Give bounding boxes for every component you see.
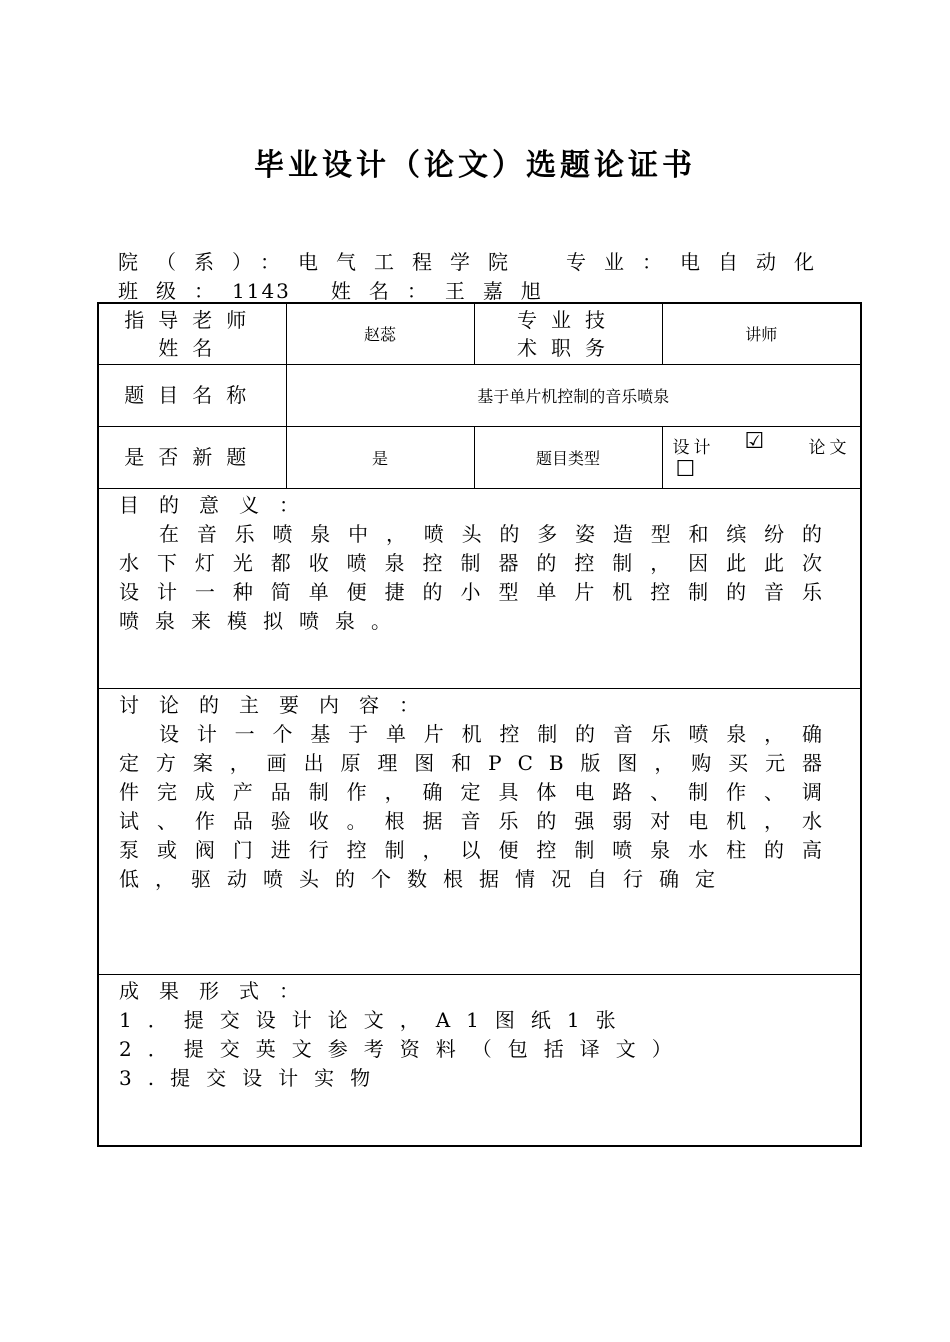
is-new-value: 是 [286,426,474,488]
title-rank-value: 讲师 [662,303,861,364]
purpose-text: 在音乐喷泉中，喷头的多姿造型和缤纷的水下灯光都收喷泉控制器的控制，因此此次设计一种简单便捷的小型单片机控制的音乐喷泉来模拟喷泉。 [119,521,838,633]
content-cell [98,688,861,974]
topic-type-options [662,426,861,488]
major-value: 电自动化 [680,250,832,274]
class-label: 班级： [118,279,232,303]
header-line-1 [118,246,832,275]
title-rank-label-line-2: 术职务 [517,335,619,360]
topic-type-label: 题目类型 [474,426,662,488]
content-row [98,688,861,974]
name-label: 姓名： [330,279,445,303]
topic-row [98,364,861,426]
result-row [98,974,861,1146]
title-rank-label-cell [474,303,662,364]
result-cell [98,974,861,1146]
is-new-label: 是否新题 [98,426,286,488]
purpose-heading: 目的意义： [119,492,319,517]
result-item: 2．提交英文参考资料（包括译文） [119,1036,688,1061]
advisor-row [98,303,861,364]
advisor-label-cell [98,303,286,364]
proposal-form-table [97,302,862,1147]
type-thesis-label: 论文 [808,437,851,458]
result-heading: 成果形式： [119,978,319,1003]
purpose-cell [98,488,861,688]
college-label: 院（系）： [118,250,298,274]
class-value: 1143 [232,279,291,303]
college-value: 电气工程学院 [298,250,526,274]
header-line-2 [118,275,559,304]
title-rank-label-line-1: 专业技 [517,307,619,332]
content-heading: 讨论的主要内容： [119,692,439,717]
topic-label: 题目名称 [98,364,286,426]
name-value: 王嘉旭 [444,279,559,303]
topic-value: 基于单片机控制的音乐喷泉 [286,364,861,426]
content-text: 设计一个基于单片机控制的音乐喷泉，确定方案，画出原理图和PCB版图，购买元器件完成产品制作，确定具体电路、制作、调试、作品验收。根据音乐的强弱对电机，水泵或阀门进行控制，以便控制喷泉水柱的高低，驱动喷头的个数根据情况自行确定 [119,721,838,891]
advisor-label-line-1: 指导老师 [124,307,261,332]
page-title: 毕业设计（论文）选题论证书 [254,148,696,183]
advisor-label-line-2: 姓名 [158,335,227,360]
advisor-name: 赵蕊 [286,303,474,364]
result-item: 1．提交设计论文，A1图纸1张 [119,1007,632,1032]
major-label: 专业： [566,250,680,274]
type-design-checkbox[interactable]: ☑ [744,428,765,454]
purpose-row [98,488,861,688]
type-design-label: 设计 [672,437,715,458]
new-topic-row [98,426,861,488]
type-thesis-checkbox[interactable]: ☐ [675,456,696,482]
result-item: 3.提交设计实物 [119,1065,387,1090]
